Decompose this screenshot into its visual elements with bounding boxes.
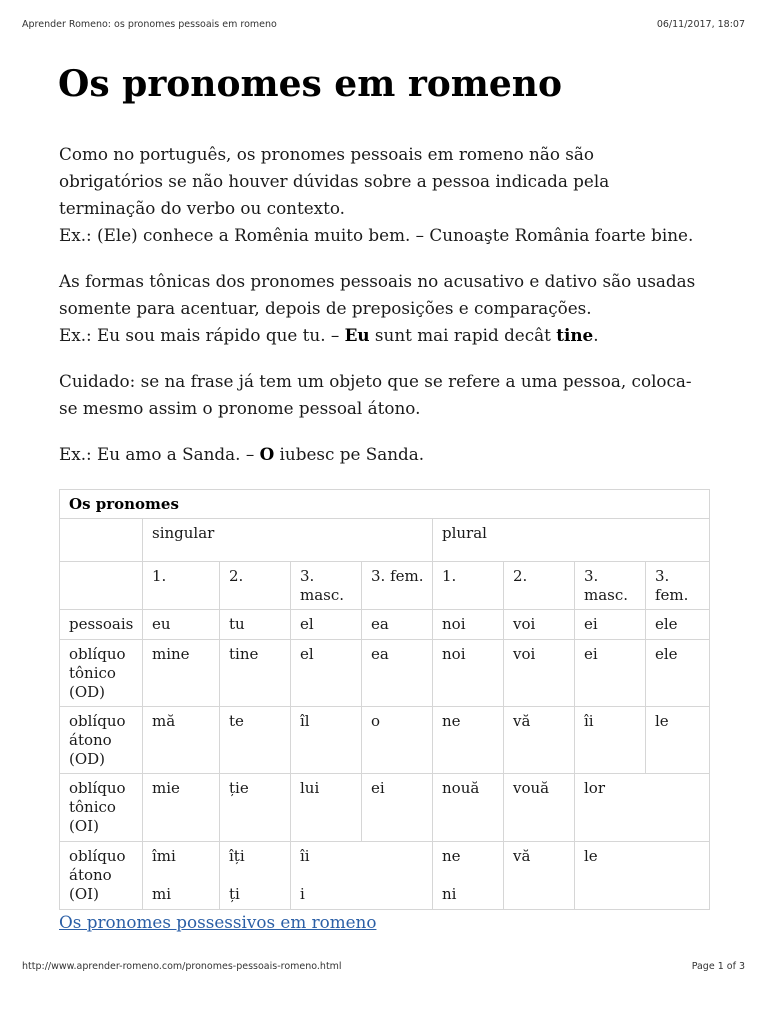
person-header: 3. fem.	[646, 562, 710, 610]
cell-value: ne	[442, 847, 461, 865]
table-cell: te	[220, 707, 291, 774]
table-cell: nouă	[433, 774, 504, 842]
intro-example: Ex.: (Ele) conhece a Romênia muito bem. – Cunoaşte România foarte bine.	[59, 225, 694, 245]
table-cell: lor	[575, 774, 710, 842]
caution-paragraph	[59, 368, 709, 422]
table-cell: ne	[433, 707, 504, 774]
tonic-paragraph	[59, 268, 709, 349]
print-footer-url: http://www.aprender-romeno.com/pronomes-pessoais-romeno.html	[22, 961, 342, 972]
table-cell: ele	[646, 640, 710, 707]
table-cell: voi	[504, 640, 575, 707]
text-line: As formas tônicas dos pronomes pessoais no acusativo e dativo são usadas	[59, 271, 696, 291]
row-label: oblíquo átono (OI)	[60, 842, 143, 910]
table-cell	[504, 842, 575, 910]
table-cell: lui	[291, 774, 362, 842]
example-bold-word: tine	[556, 325, 594, 345]
table-cell	[291, 842, 433, 910]
row-label: oblíquo tônico (OI)	[60, 774, 143, 842]
table-cell: ele	[646, 610, 710, 640]
example-text: Ex.: Eu amo a Sanda. –	[59, 444, 260, 464]
table-cell	[433, 842, 504, 910]
person-header: 2.	[504, 562, 575, 610]
table-cell: ea	[362, 610, 433, 640]
cell-value: i	[300, 885, 305, 903]
table-cell: el	[291, 640, 362, 707]
page-title: Os pronomes em romeno	[58, 63, 562, 105]
table-cell: el	[291, 610, 362, 640]
example-text: iubesc pe Sanda.	[274, 444, 425, 464]
text-line: terminação do verbo ou contexto.	[59, 198, 346, 218]
table-row	[60, 774, 710, 842]
table-heading-row	[60, 490, 710, 519]
number-header-row	[60, 519, 710, 562]
person-header: 3. masc.	[291, 562, 362, 610]
table-cell: îl	[291, 707, 362, 774]
table-cell: vouă	[504, 774, 575, 842]
person-header: 2.	[220, 562, 291, 610]
text-line: Cuidado: se na frase já tem um objeto que se refere a uma pessoa, coloca-	[59, 371, 692, 391]
article-content	[59, 141, 709, 934]
example-bold-word: Eu	[344, 325, 370, 345]
table-cell: mă	[143, 707, 220, 774]
cell-value: îi	[300, 847, 310, 865]
table-cell: ție	[220, 774, 291, 842]
table-row	[60, 640, 710, 707]
table-cell: ei	[362, 774, 433, 842]
person-header: 3. fem.	[362, 562, 433, 610]
cell-value: ni	[442, 885, 457, 903]
pronouns-table	[59, 489, 710, 910]
intro-paragraph	[59, 141, 709, 249]
table-cell: noi	[433, 640, 504, 707]
table-cell: ei	[575, 610, 646, 640]
row-label: pessoais	[60, 610, 143, 640]
table-cell	[220, 842, 291, 910]
table-row	[60, 610, 710, 640]
example-text: sunt mai rapid decât	[369, 325, 557, 345]
row-label: oblíquo átono (OD)	[60, 707, 143, 774]
table-cell: eu	[143, 610, 220, 640]
table-cell	[575, 842, 710, 910]
table-cell: o	[362, 707, 433, 774]
table-cell: le	[646, 707, 710, 774]
text-line: Como no português, os pronomes pessoais em romeno não são	[59, 144, 595, 164]
cell-value: ți	[229, 885, 240, 903]
example-text: Ex.: Eu sou mais rápido que tu. –	[59, 325, 345, 345]
header-plural: plural	[433, 519, 710, 562]
cell-value: vă	[513, 847, 531, 865]
person-header: 1.	[143, 562, 220, 610]
text-line: se mesmo assim o pronome pessoal átono.	[59, 398, 421, 418]
print-footer	[22, 961, 745, 973]
text-line: obrigatórios se não houver dúvidas sobre a pessoa indicada pela	[59, 171, 610, 191]
table-heading: Os pronomes	[60, 490, 710, 519]
table-cell: ei	[575, 640, 646, 707]
cell-value: îmi	[152, 847, 176, 865]
table-cell: îi	[575, 707, 646, 774]
row-label: oblíquo tônico (OD)	[60, 640, 143, 707]
table-cell	[143, 842, 220, 910]
text-line: somente para acentuar, depois de preposições e comparações.	[59, 298, 592, 318]
table-row	[60, 842, 710, 910]
person-header: 1.	[433, 562, 504, 610]
cell-value: mi	[152, 885, 172, 903]
possessive-pronouns-link[interactable]: Os pronomes possessivos em romeno	[59, 912, 377, 932]
table-cell: mine	[143, 640, 220, 707]
header-singular: singular	[143, 519, 433, 562]
print-footer-page-number: Page 1 of 3	[691, 961, 745, 972]
caution-example-paragraph	[59, 441, 709, 468]
person-header-row	[60, 562, 710, 610]
person-header: 3. masc.	[575, 562, 646, 610]
table-cell: noi	[433, 610, 504, 640]
print-header-page-title: Aprender Romeno: os pronomes pessoais em romeno	[22, 19, 277, 30]
table-cell: tu	[220, 610, 291, 640]
print-header-date: 06/11/2017, 18:07	[656, 19, 745, 30]
table-cell: vă	[504, 707, 575, 774]
caution-example	[59, 441, 709, 468]
table-cell: voi	[504, 610, 575, 640]
table-cell: ea	[362, 640, 433, 707]
example-text: .	[593, 325, 599, 345]
table-row	[60, 707, 710, 774]
table-cell: tine	[220, 640, 291, 707]
empty-corner-cell	[60, 562, 143, 610]
example-bold-word: O	[259, 444, 275, 464]
print-header	[22, 19, 745, 31]
table-cell: mie	[143, 774, 220, 842]
cell-value: îți	[229, 847, 245, 865]
tonic-example	[59, 322, 709, 349]
empty-corner-cell	[60, 519, 143, 562]
cell-value: le	[584, 847, 598, 865]
